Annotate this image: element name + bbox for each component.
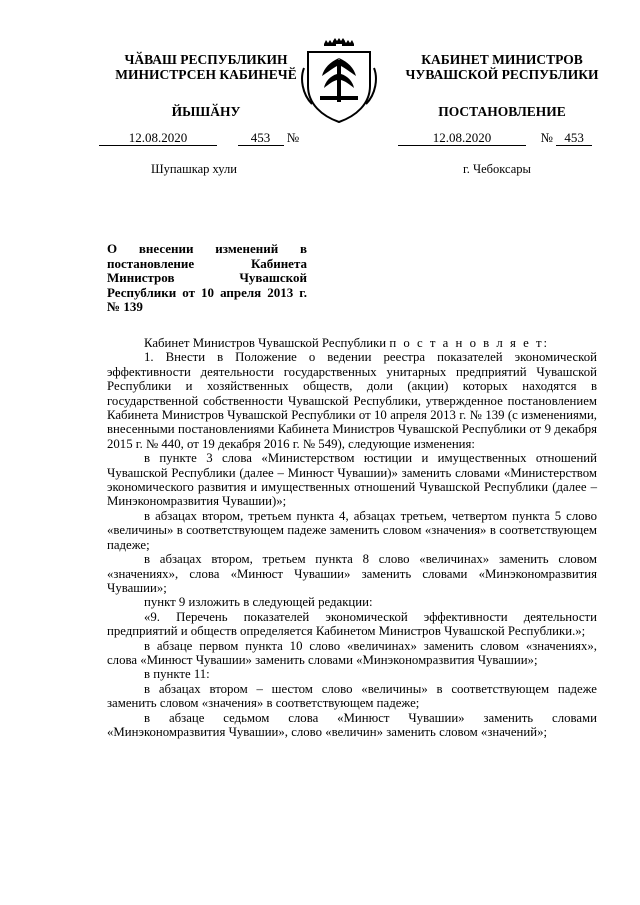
header-left-doc-type: ЙЫШӐНУ [171,104,241,119]
header-right-doc-type: ПОСТАНОВЛЕНИЕ [438,104,566,119]
left-date-number-line [99,131,299,146]
document-body [107,336,597,739]
header-left-line2: МИНИСТРСЕН КАБИНЕЧӖ [115,67,297,82]
body-paragraph: в абзацах втором, третьем пункта 4, абзацах третьем, четвертом пункта 5 слово «величины» в соответствующем падеже заменить словом «значения» в соответствующем падеже; [107,508,597,552]
body-paragraph: в абзаце первом пункта 10 слово «величинах» заменить словом «значениях», слова «Минюст Чувашии» заменить словами «Минэкономразвития Чувашии»; [107,638,597,667]
body-paragraph: в абзацах втором – шестом слово «величины» в соответствующем падеже заменить словом «значения» в соответствующем падеже; [107,681,597,711]
left-date: 12.08.2020 [99,131,217,146]
body-paragraph: в абзацах втором, третьем пункта 8 слово «величинах» заменить словом «значениях», слова «Минюст Чувашии» заменить словами «Минэкономразвития Чувашии»; [107,552,597,595]
right-date-number-line [398,131,592,146]
document-title: О внесении изменений в постановление Кабинета Министров Чувашской Республики от 10 апреля 2013 г. № 139 [107,241,307,315]
header-right-line2: ЧУВАШСКОЙ РЕСПУБЛИКИ [405,67,599,82]
body-paragraph: «9. Перечень показателей экономической эффективности деятельности предприятий и обществ определяется Кабинетом Министров Чувашской Республики.»; [107,609,597,639]
body-paragraph: пункт 9 изложить в следующей редакции: [144,595,373,610]
body-paragraph: 1. Внести в Положение о ведении реестра показателей экономической эффективности деятельности государственных унитарных предприятий Чувашской Республики и хозяйственных обществ, доли (акции) которых находятся в государственной собственности Чувашской Республики, утвержденное постановлением Кабинета Министров Чувашской Республики от 10 апреля 2013 г. № 139 (с изменениями, внесенными постановлениями Кабинета Министров Чувашской Республики от 9 декабря 2015 г. № 440, от 19 декабря 2016 г. № 549), следующие изменения: [107,350,597,451]
right-number-sign: № [540,130,553,145]
header-right-line1: КАБИНЕТ МИНИСТРОВ [421,52,583,67]
left-city: Шупашкар хули [151,162,237,176]
right-date: 12.08.2020 [398,131,526,146]
left-number-sign: № [286,130,300,145]
intro-lead: Кабинет Министров Чувашской Республики [144,336,390,350]
coat-of-arms-emblem [300,38,378,124]
intro-verb: п о с т а н о в л я е т: [389,336,550,350]
body-paragraph: в абзаце седьмом слова «Минюст Чувашии» заменить словами «Минэкономразвития Чувашии», слово «величин» заменить словом «значений»; [107,710,597,739]
right-number: 453 [556,131,592,146]
header-left [86,52,326,119]
header-right [382,52,622,119]
right-city: г. Чебоксары [463,162,531,176]
intro-paragraph [107,336,597,350]
left-number: 453 [238,131,284,146]
header-left-line1: ЧӐВАШ РЕСПУБЛИКИН [124,52,288,67]
body-paragraph: в пункте 3 слова «Министерством юстиции и имущественных отношений Чувашской Республики (далее – Минюст Чувашии)» заменить словами «Министерством экономического развития и имущественных отношений Чувашской Республики (далее – Минэкономразвития Чувашии)»; [107,451,597,509]
body-paragraph: в пункте 11: [144,667,210,682]
